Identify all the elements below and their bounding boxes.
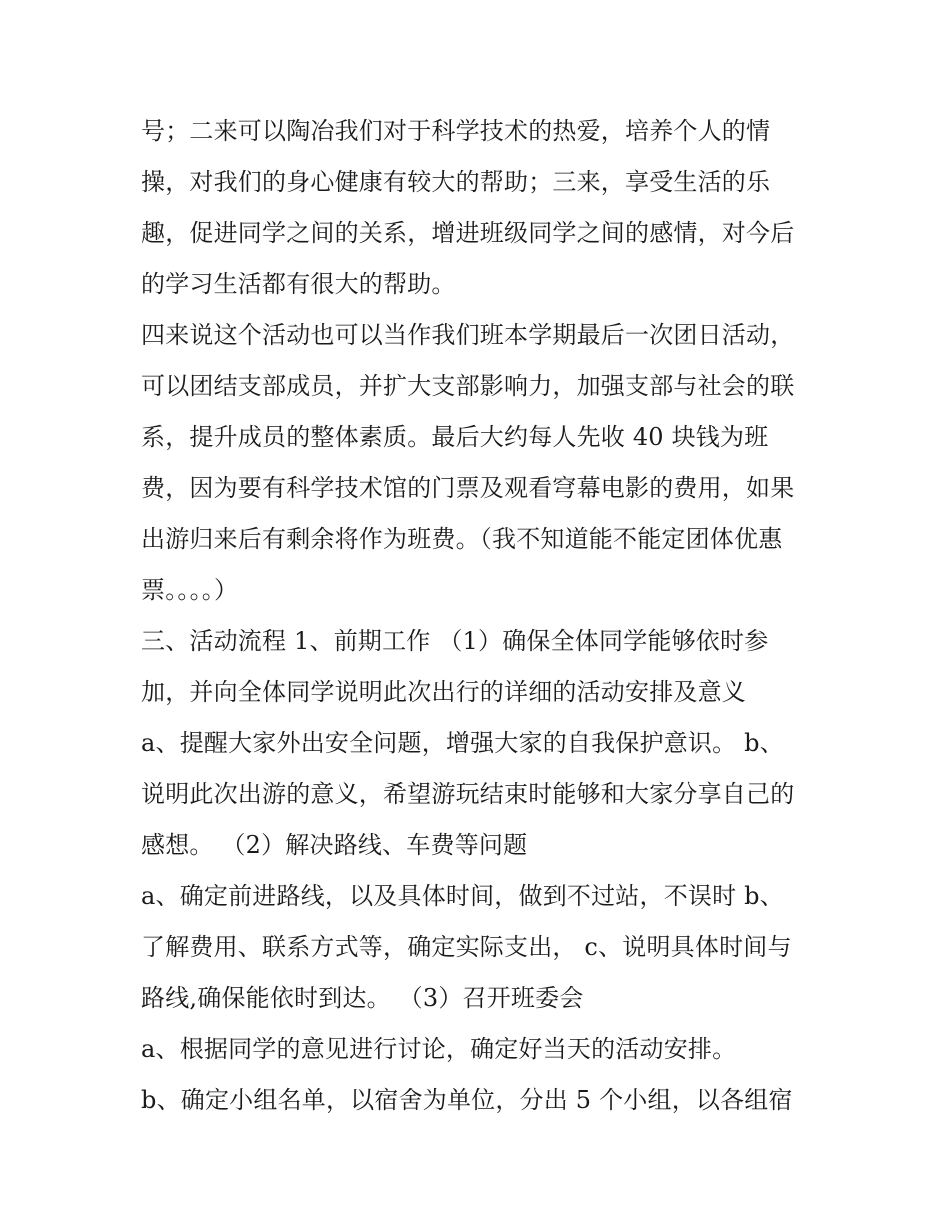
text-line: 系，提升成员的整体素质。最后大约每人先收 40 块钱为班 [141, 423, 769, 451]
text-line: a、根据同学的意见进行讨论，确定好当天的活动安排。 [141, 1035, 737, 1063]
text-line: 说明此次出游的意义，希望游玩结束时能够和大家分享自己的 [141, 780, 795, 808]
text-line: 感想。 （2）解决路线、车费等问题 [141, 831, 528, 859]
text-line: a、提醒大家外出安全问题，增强大家的自我保护意识。 b、 [141, 729, 784, 757]
text-line: 路线,确保能依时到达。 （3）召开班委会 [141, 984, 584, 1012]
text-line: 号；二来可以陶冶我们对于科学技术的热爱，培养个人的情 [141, 117, 771, 145]
text-line: a、确定前进路线，以及具体时间，做到不过站，不误时 b、 [141, 882, 784, 910]
text-line: 趣，促进同学之间的关系，增进班级同学之间的感情，对今后 [141, 219, 795, 247]
text-line: 操，对我们的身心健康有较大的帮助；三来，享受生活的乐 [141, 168, 771, 196]
body-text [141, 106, 821, 1126]
text-line: 可以团结支部成员，并扩大支部影响力，加强支部与社会的联 [141, 372, 795, 400]
text-line: 加，并向全体同学说明此次出行的详细的活动安排及意义 [141, 678, 746, 706]
text-line: 费，因为要有科学技术馆的门票及观看穹幕电影的费用，如果 [141, 474, 795, 502]
text-line: 了解费用、联系方式等，确定实际支出， c、说明具体时间与 [141, 933, 792, 961]
text-line: 的学习生活都有很大的帮助。 [141, 270, 456, 298]
text-line: b、确定小组名单，以宿舍为单位，分出 5 个小组，以各组宿 [141, 1086, 793, 1114]
text-line: 三、活动流程 1、前期工作 （1）确保全体同学能够依时参 [141, 627, 769, 655]
text-line: 出游归来后有剩余将作为班费。（我不知道能不能定团体优惠 [141, 525, 783, 553]
text-line: 四来说这个活动也可以当作我们班本学期最后一次团日活动， [141, 321, 795, 349]
text-line: 票。。。。） [141, 576, 239, 604]
